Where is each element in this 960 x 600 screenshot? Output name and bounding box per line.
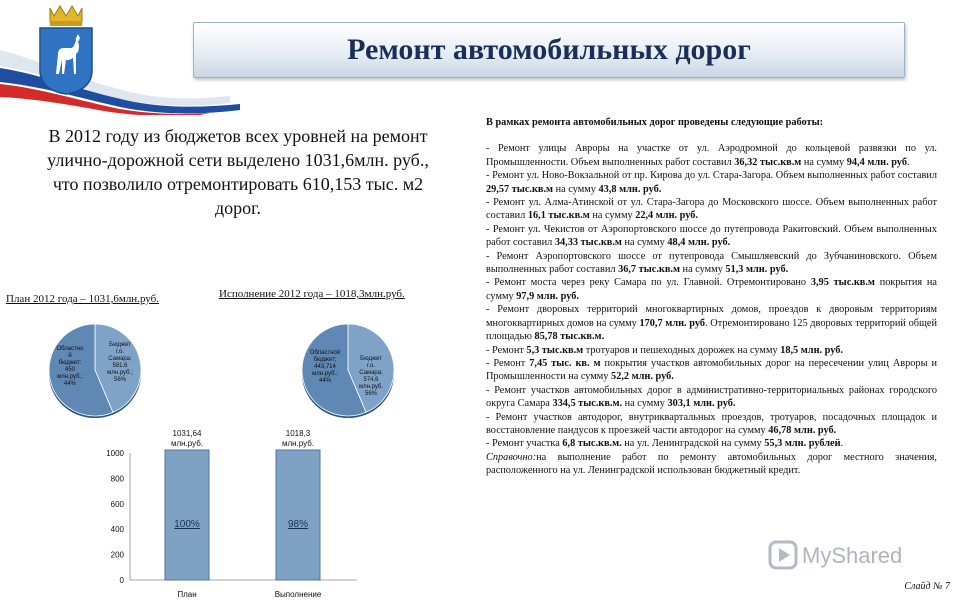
work-item: - Ремонт ул. Чекистов от Аэропортовского шоссе до путепровода Ракитовский. Объем выполненных работ составил 34,33 тыс.кв.м на сумму 48,4 млн. руб.	[486, 223, 937, 249]
exec-pie-label-regional: Областной бюджет; 443,714 млн.руб.; 44%	[309, 350, 341, 384]
bar-percent-label: 100%	[174, 519, 200, 530]
y-tick-label: 800	[110, 474, 124, 484]
y-tick-label: 600	[110, 499, 124, 509]
exec-pie-chart	[283, 318, 413, 418]
y-tick-label: 400	[110, 525, 124, 535]
samara-coat-of-arms-icon	[36, 4, 96, 96]
work-item: - Ремонт участка 6,8 тыс.кв.м. на ул. Ленинградской на сумму 55,3 млн. рублей.	[486, 438, 844, 450]
work-item: - Ремонт 5,3 тыс.кв.м тротуаров и пешеходных дорожек на сумму 18,5 млн. руб.	[486, 344, 843, 356]
bar-value-label: млн.руб.	[170, 439, 204, 448]
plan-caption: План 2012 года – 1031,6млн.руб.	[6, 293, 159, 305]
x-category-label: План	[177, 590, 197, 599]
work-item: - Ремонт участков автомобильных дорог в административно-территориальных районах городского округа Самара 334,5 тыс.кв.м. на сумму 303,1 млн. руб.	[486, 384, 937, 410]
bar-execution	[276, 450, 320, 580]
work-item: - Ремонт ул. Ново-Вокзальной от пр. Кирова до ул. Стара-Загора. Объем выполненных работ составил 29,57 тыс.кв.м на сумму 43,8 млн. руб.	[486, 170, 937, 195]
intro-text: В 2012 году из бюджетов всех уровней на ремонт улично-дорожной сети выделено 1031,6млн. руб., что позволило отремонтировать 610,153 тыс. м2 дорог.	[47, 126, 429, 218]
plan-pie-label-regional: Областно й бюджет: 450 млн.руб.; 44%	[56, 346, 84, 387]
work-item: - Ремонт 7,45 тыс. кв. м покрытия участков автомобильных дорог на пересечении улиц Авроры и Промышленности на сумму 52,2 млн. руб.	[486, 357, 937, 383]
work-item: - Ремонт моста через реку Самара по ул. Главной. Отремонтировано 3,95 тыс.кв.м покрытия на сумму 97,9 млн. руб.	[486, 277, 937, 302]
works-list	[486, 116, 937, 478]
bar-value-label: млн.руб.	[281, 439, 315, 448]
bar-value-label: 1031,64	[172, 429, 202, 438]
watermark-text: MyShared	[802, 543, 903, 568]
work-item: - Ремонт ул. Алма-Атинской от ул. Стара-Загора до Московского шоссе. Объем выполненных работ составил 16,1 тыс.кв.м на сумму 22,4 млн. руб.	[486, 197, 937, 222]
plan-vs-exec-bar-chart	[95, 425, 365, 600]
plan-pie-chart	[30, 318, 160, 418]
work-item: - Ремонт дворовых территорий многоквартирных домов, проездов к дворовым территориям многоквартирных домов на сумму 170,7 млн. руб. Отремонтировано 125 дворовых территорий общей площадью 85,78 тыс.кв.м.	[486, 304, 938, 343]
work-item: - Ремонт участков автодорог, внутриквартальных проездов, тротуаров, посадочных площадок и восстановление пандусов к проезжей части автодорог на сумму 46,78 млн. руб.	[486, 411, 937, 436]
exec-pie-label-city: Бюджет г.о. Самара; 574,6 млн.руб. 56%	[358, 356, 384, 397]
exec-caption: Исполнение 2012 года – 1018,3млн.руб.	[219, 288, 405, 300]
play-logo-icon	[770, 542, 796, 568]
works-heading: В рамках ремонта автомобильных дорог проведены следующие работы:	[486, 117, 824, 128]
work-item: Справочно:на выполнение работ по ремонту автомобильных дорог местного значения, расположенного на ул. Ленинградской использован бюджетный кредит.	[486, 451, 937, 477]
work-item: - Ремонт Аэропортовского шоссе от путепровода Смышляевский до Зубчаниновского. Объем выполненных работ составил 36,7 тыс.кв.м на сумму 51,3 млн. руб.	[486, 250, 937, 276]
x-category-label: Выполнение	[274, 590, 322, 599]
y-tick-label: 0	[119, 576, 124, 585]
title-banner	[193, 22, 905, 78]
myshared-watermark	[766, 536, 926, 576]
y-tick-label: 200	[110, 550, 124, 560]
bar-value-label: 1018,3	[285, 429, 311, 438]
bar-plan	[165, 450, 209, 580]
plan-pie-label-city: Бюджет г.о. Самара; 581,6 млн.руб.; 56%	[107, 342, 133, 383]
page-title: Ремонт автомобильных дорог	[347, 33, 751, 66]
bar-percent-label: 98%	[287, 519, 309, 530]
work-item: - Ремонт улицы Авроры на участке от ул. Аэродромной до кольцевой развязки по ул. Промышленности. Объем выполненных работ составил 36,32 тыс.кв.м на сумму 94,4 млн. руб.	[486, 143, 937, 168]
slide-number: Слайд № 7	[904, 581, 950, 592]
y-tick-label: 1000	[106, 449, 124, 458]
